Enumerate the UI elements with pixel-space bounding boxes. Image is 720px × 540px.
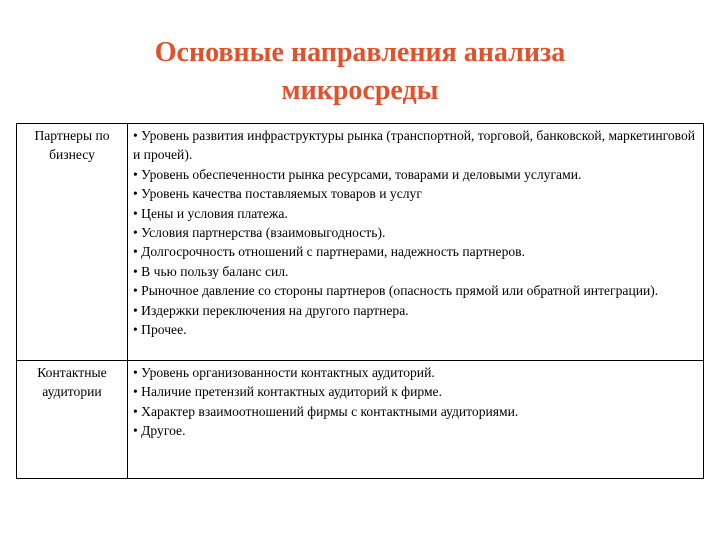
list-item: • Другое. bbox=[133, 423, 186, 439]
title-line-2: микросреды bbox=[281, 75, 439, 106]
list-item: • Уровень организованности контактных аудиторий. bbox=[133, 365, 435, 380]
list-item: • Наличие претензий контактных аудиторий к фирме. bbox=[133, 384, 442, 400]
list-item: • Издержки переключения на другого партнера. bbox=[133, 302, 409, 318]
list-item: • Условия партнерства (взаимовыгодность). bbox=[133, 225, 386, 241]
item-list bbox=[133, 126, 698, 339]
list-item: • Уровень обеспеченности рынка ресурсами, товарами и деловыми услугами. bbox=[133, 166, 582, 182]
category-label-line: бизнесу bbox=[49, 147, 95, 163]
category-label-line: аудитории bbox=[42, 384, 102, 400]
category-cell-business-partners bbox=[17, 124, 128, 361]
items-cell-business-partners bbox=[128, 124, 704, 361]
list-item: • Долгосрочность отношений с партнерами, надежность партнеров. bbox=[133, 244, 525, 260]
category-label-line: Контактные bbox=[37, 365, 107, 380]
list-item: • Рыночное давление со стороны партнеров (опасность прямой или обратной интеграции). bbox=[133, 283, 659, 299]
item-list bbox=[133, 363, 698, 441]
page-title bbox=[60, 34, 660, 110]
list-item: • Цены и условия платежа. bbox=[133, 205, 288, 221]
list-item: • Уровень качества поставляемых товаров и услуг bbox=[133, 186, 422, 202]
table-row-contact-audiences bbox=[17, 361, 704, 479]
list-item: • Прочее. bbox=[133, 322, 187, 338]
list-item: • В чью пользу баланс сил. bbox=[133, 263, 289, 279]
list-item: • Уровень развития инфраструктуры рынка (транспортной, торговой, банковской, маркетинговой и прочей). bbox=[133, 128, 696, 163]
analysis-table bbox=[16, 123, 704, 479]
list-item: • Характер взаимоотношений фирмы с контактными аудиториями. bbox=[133, 403, 519, 419]
category-cell-contact-audiences bbox=[17, 361, 128, 479]
items-cell-contact-audiences bbox=[128, 361, 704, 479]
table-row-business-partners bbox=[17, 124, 704, 361]
title-line-1: Основные направления анализа bbox=[154, 37, 566, 68]
category-label-line: Партнеры по bbox=[34, 128, 110, 143]
